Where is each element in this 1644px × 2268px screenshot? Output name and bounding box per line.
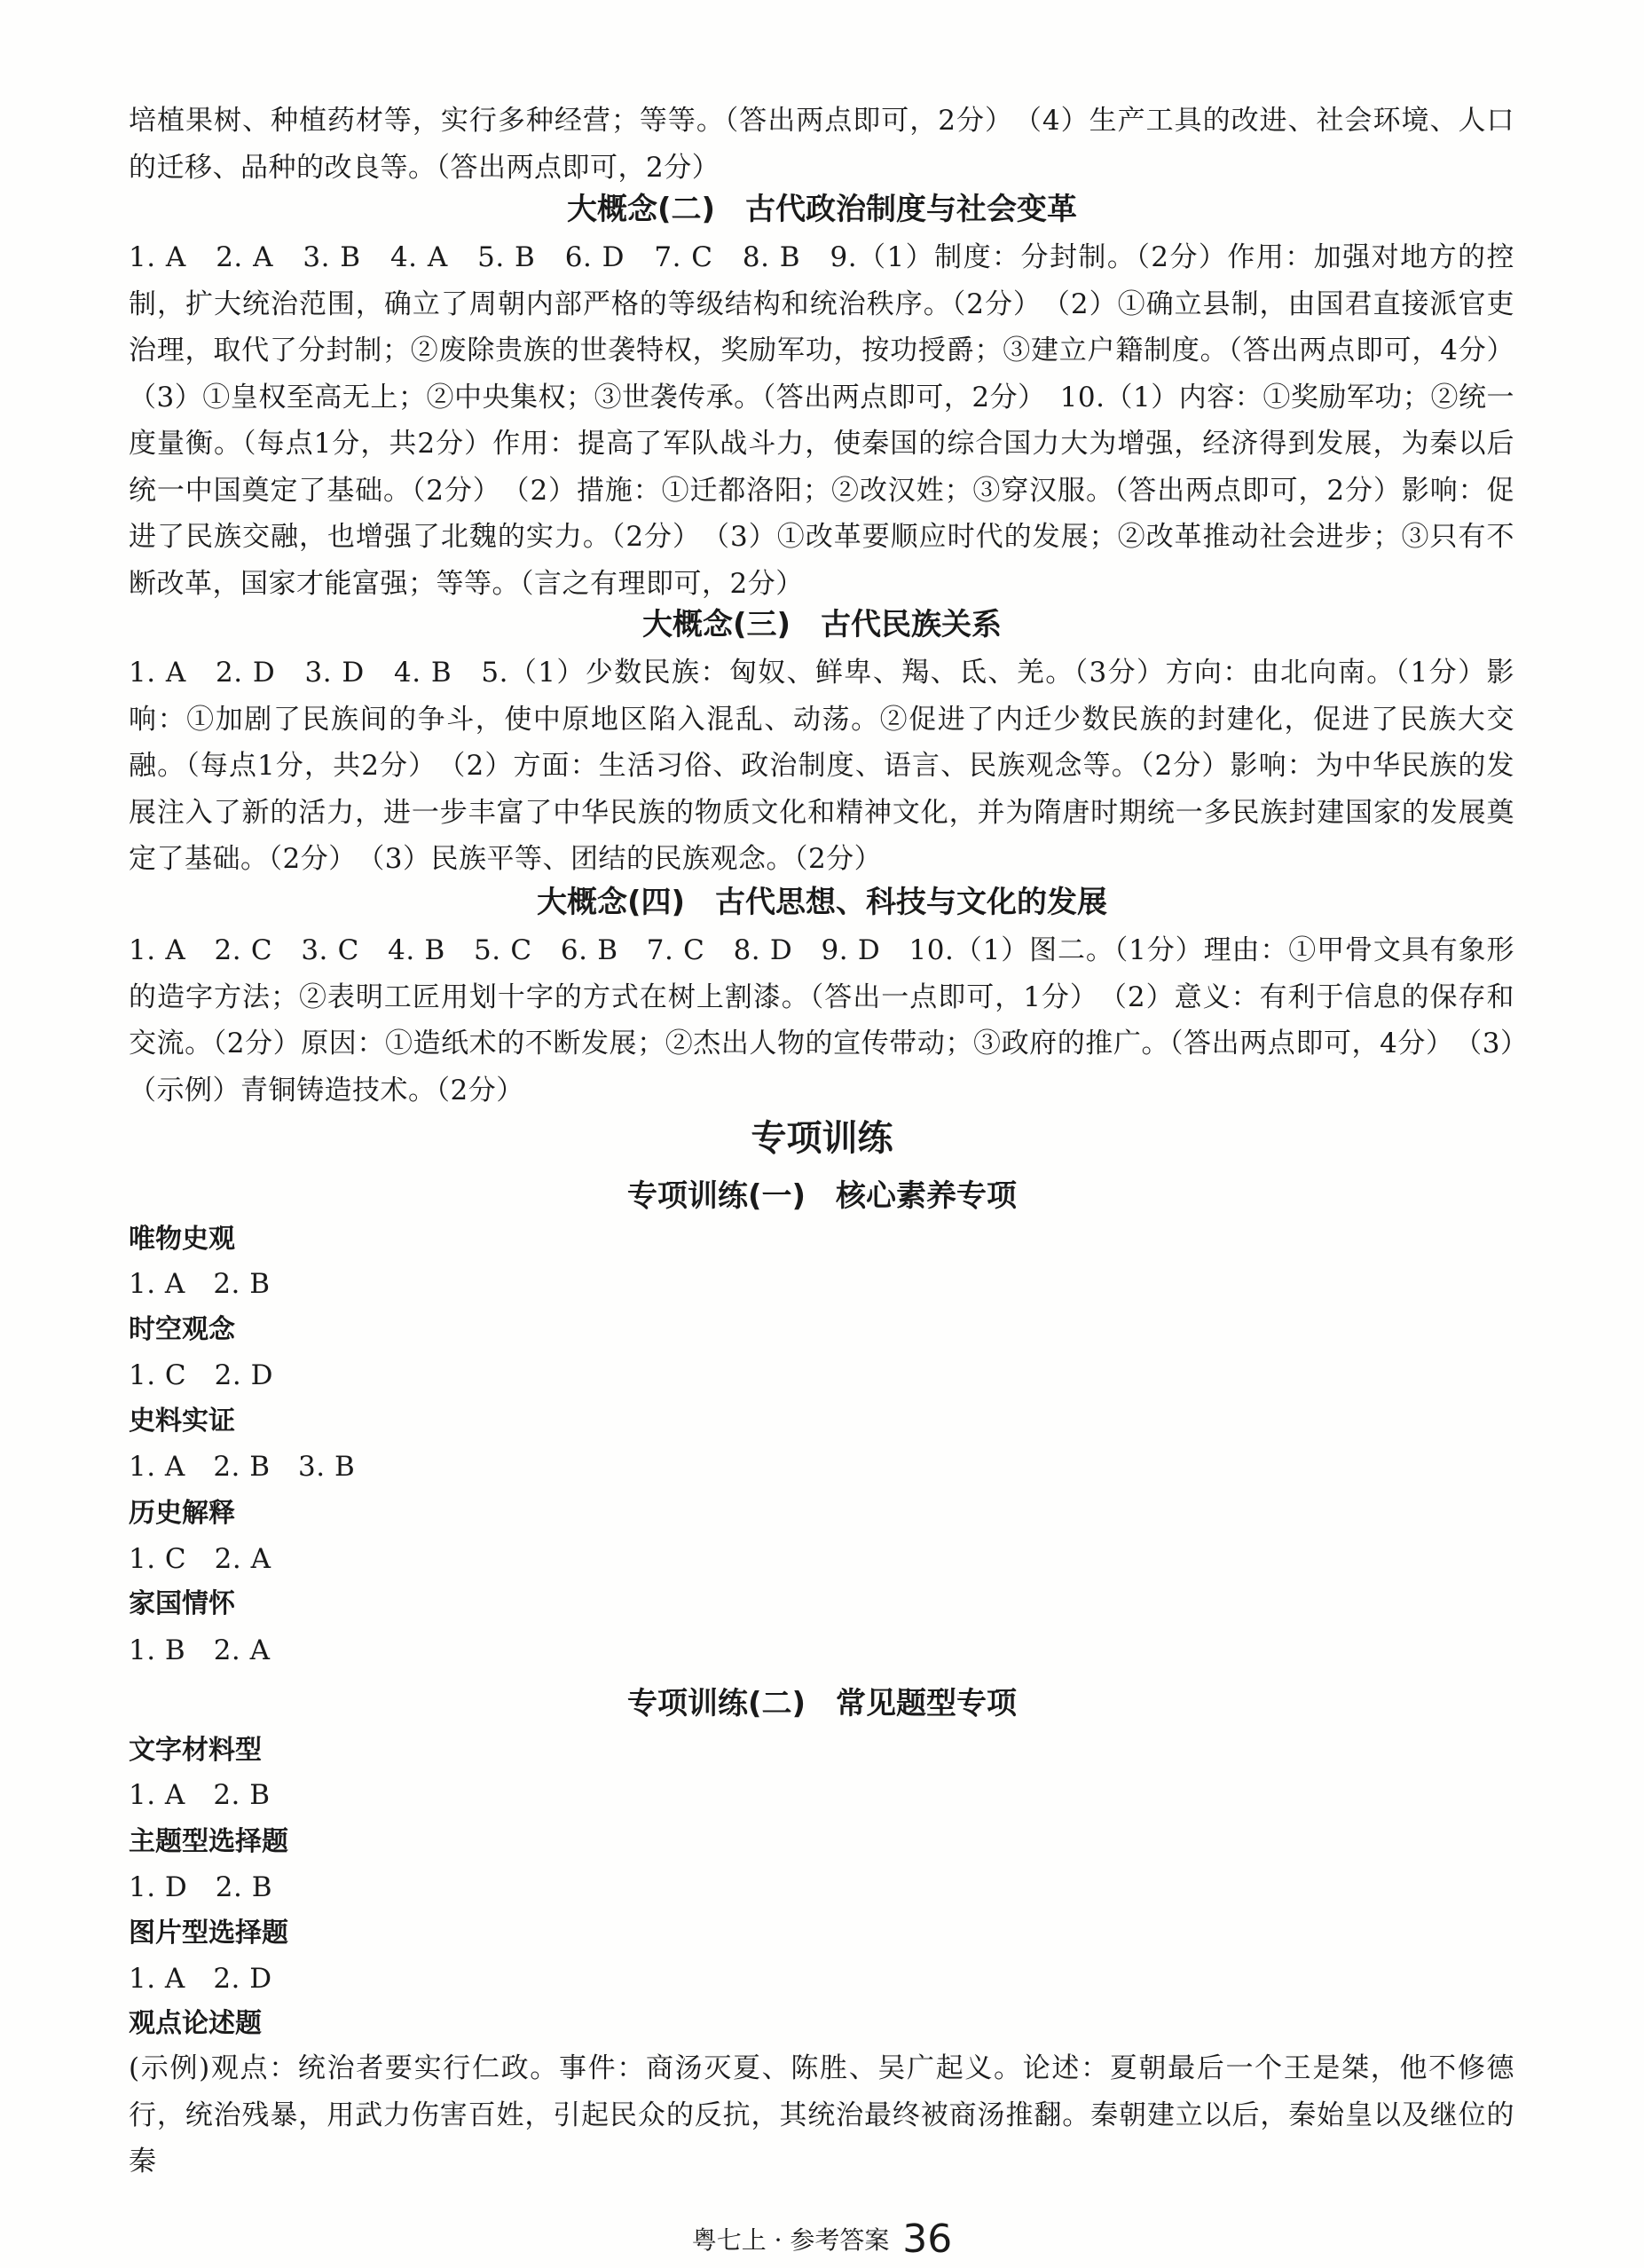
essay-paragraph: (示例)观点：统治者要实行仁政。事件：商汤灭夏、陈胜、吴广起义。论述：夏朝最后一个王是桀，他不修德行，统治残暴，用武力伤害百姓，引起民众的反抗，其统治最终被商汤推翻。秦朝建立以后，秦始皇以及继位的秦 [129, 2052, 1514, 2177]
part1-item-label: 时空观念 [129, 1314, 235, 1345]
part1-item-label: 家国情怀 [129, 1588, 235, 1619]
concept4-title: 大概念(四) 古代思想、科技与文化的发展 [536, 885, 1108, 920]
footer-label: 粤七上 · 参考答案 [691, 2225, 890, 2255]
concept3-body: 1. A 2. D 3. D 4. B 5.（1）少数民族：匈奴、鲜卑、羯、氐、羌。（3分）方向：由北向南。（1分）影响：①加剧了民族间的争斗，使中原地区陷入混乱、动荡。②促进了内迁少数民族的封建化，促进了民族大交融。（每点1分，共2分） （2）方面：生活习俗、政治制度、语言、民族观念等。（2分）影响：为中华民族的发展注入了新的活力，进一步丰富了中华民族的物质文化和精神文化，并为隋唐时期统一多民族封建国家的发展奠定了基础。（2分） （3）民族平等、团结的民族观念。（2分） [129, 657, 1514, 875]
part2-item-label: 图片型选择题 [129, 1918, 288, 1949]
part1-item-label: 史料实证 [129, 1406, 235, 1437]
part1-item-answers: 1. C 2. D [129, 1359, 273, 1391]
intro-paragraph: 培植果树、种植药材等，实行多种经营；等等。（答出两点即可，2分） （4）生产工具的改进、社会环境、人口的迁移、品种的改良等。（答出两点即可，2分） [129, 105, 1514, 184]
page-footer [0, 2217, 1644, 2262]
special-part1-title: 专项训练(一) 核心素养专项 [626, 1178, 1018, 1214]
part2-item-label: 文字材料型 [129, 1735, 262, 1766]
special-part2-title: 专项训练(二) 常见题型专项 [626, 1686, 1018, 1721]
part2-item-answers: 1. A 2. D [129, 1963, 272, 1995]
concept4-body: 1. A 2. C 3. C 4. B 5. C 6. B 7. C 8. D 9. D 10.（1）图二。（1分）理由：①甲骨文具有象形的造字方法；②表明工匠用划十字的方式在树上割漆。（答出一点即可，1分） （2）意义：有利于信息的保存和交流。（2分）原因：①造纸术的不断发展；②杰出人物的宣传带动；③政府的推广。（答出两点即可，4分） （3）（示例）青铜铸造技术。（2分） [129, 934, 1514, 1106]
part2-item-answers: 1. D 2. B [129, 1871, 272, 1903]
part1-item-label: 历史解释 [129, 1498, 235, 1529]
part1-item-answers: 1. A 2. B 3. B [129, 1451, 356, 1483]
part2-item-label: 主题型选择题 [129, 1826, 288, 1857]
concept2-body: 1. A 2. A 3. B 4. A 5. B 6. D 7. C 8. B 9.（1）制度：分封制。（2分）作用：加强对地方的控制，扩大统治范围，确立了周朝内部严格的等级结构和统治秩序。（2分） （2）①确立县制，由国君直接派官吏治理，取代了分封制；②废除贵族的世袭特权，奖励军功，按功授爵；③建立户籍制度。（答出两点即可，4分）（3）①皇权至高无上；②中央集权；③世袭传承。（答出两点即可，2分） 10.（1）内容：①奖励军功；②统一度量衡。（每点1分，共2分）作用：提高了军队战斗力，使秦国的综合国力大为增强，经济得到发展，为秦以后统一中国奠定了基础。（2分） （2）措施：①迁都洛阳；②改汉姓；③穿汉服。（答出两点即可，2分）影响：促进了民族交融，也增强了北魏的实力。（2分） （3）①改革要顺应时代的发展；②改革推动社会进步；③只有不断改革，国家才能富强；等等。（言之有理即可，2分） [129, 241, 1514, 600]
concept2-title: 大概念(二) 古代政治制度与社会变革 [566, 192, 1078, 227]
part2-item-answers: 1. A 2. B [129, 1779, 271, 1811]
part1-item-answers: 1. C 2. A [129, 1543, 271, 1575]
special-training-title: 专项训练 [751, 1118, 893, 1159]
page-number: 36 [902, 2217, 953, 2262]
part1-item-label: 唯物史观 [129, 1224, 235, 1255]
part1-item-answers: 1. B 2. A [129, 1634, 271, 1666]
part2-item-label: 观点论述题 [129, 2008, 262, 2039]
concept3-title: 大概念(三) 古代民族关系 [641, 607, 1003, 642]
part1-item-answers: 1. A 2. B [129, 1268, 271, 1300]
